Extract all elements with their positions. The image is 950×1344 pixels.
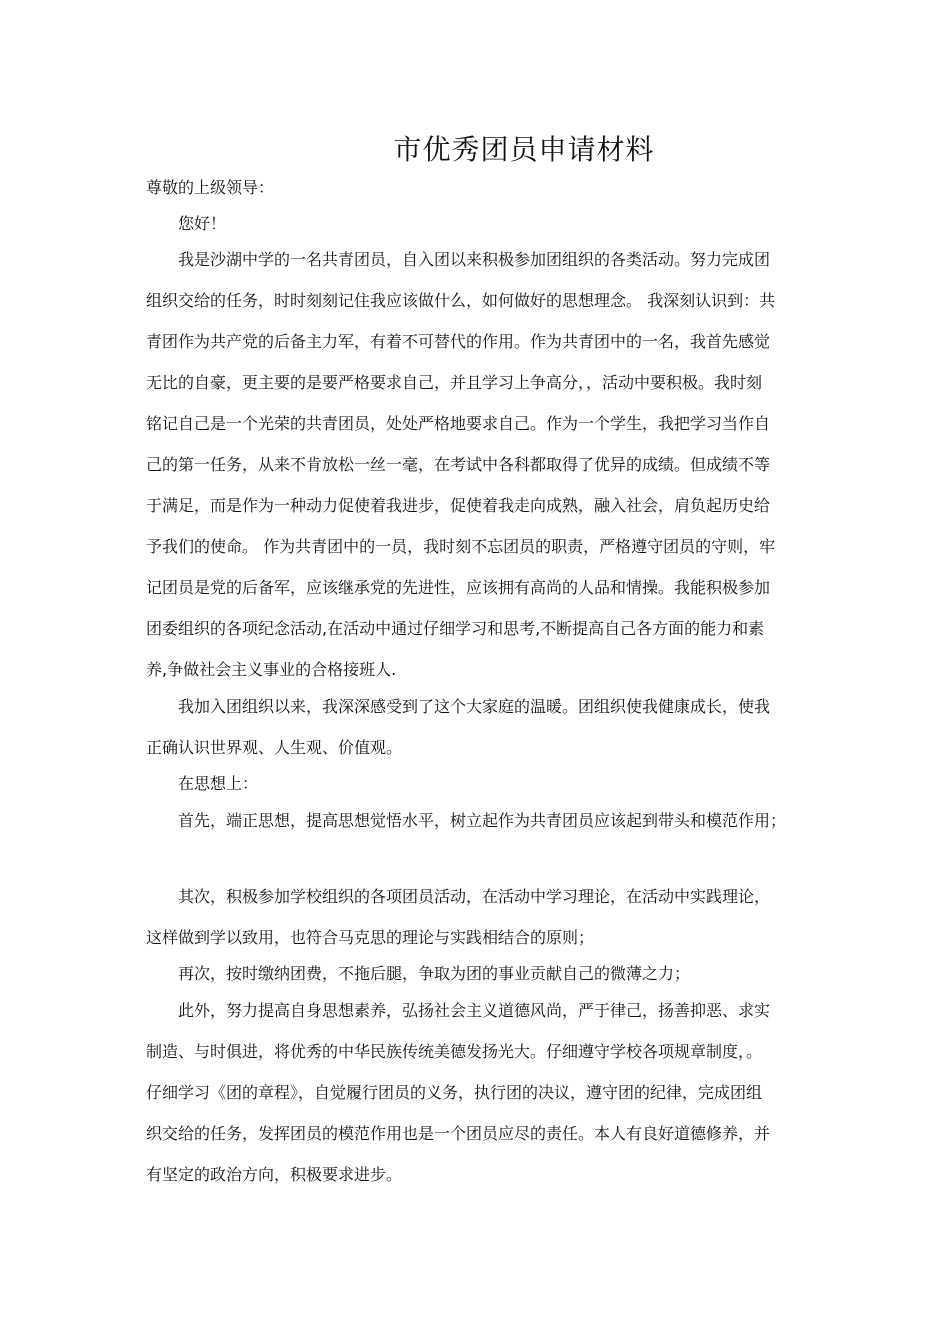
- salutation: 尊敬的上级领导：: [146, 178, 275, 197]
- paragraph-line: 于满足，而是作为一种动力促使着我进步，促使着我走向成熟，融入社会，肩负起历史给: [146, 496, 771, 515]
- fourth-point-line: 仔细学习《团的章程》，自觉履行团员的义务，执行团的决议，遵守团的纪律，完成团组: [146, 1083, 763, 1102]
- paragraph-line: 正确认识世界观、人生观、价值观。: [146, 738, 403, 757]
- first-point: 首先，端正思想，提高思想觉悟水平，树立起作为共青团员应该起到带头和模范作用；: [178, 811, 787, 830]
- paragraph-line: 青团作为共产党的后备主力军，有着不可替代的作用。作为共青团中的一名，我首先感觉: [146, 332, 771, 351]
- fourth-point-line: 制造、与时俱进，将优秀的中华民族传统美德发扬光大。仔细遵守学校各项规章制度，。: [146, 1042, 763, 1061]
- fourth-point-line: 有坚定的政治方向，积极要求进步。: [146, 1165, 403, 1184]
- paragraph-line: 养,争做社会主义事业的合格接班人.: [146, 660, 397, 679]
- section-heading: 在思想上：: [178, 774, 259, 793]
- paragraph-line: 铭记自己是一个光荣的共青团员，处处严格地要求自己。作为一个学生，我把学习当作自: [146, 414, 771, 433]
- paragraph-line: 无比的自豪，更主要的是要严格要求自己，并且学习上争高分，，活动中要积极。我时刻: [146, 373, 763, 392]
- paragraph-line: 己的第一任务，从来不肯放松一丝一毫，在考试中各科都取得了优异的成绩。但成绩不等: [146, 455, 771, 474]
- second-point-line: 其次，积极参加学校组织的各项团员活动，在活动中学习理论，在活动中实践理论，: [178, 887, 771, 906]
- paragraph-line: 我是沙湖中学的一名共青团员，自入团以来积极参加团组织的各类活动。努力完成团: [178, 250, 771, 269]
- document-title: 市优秀团员申请材料: [393, 133, 655, 166]
- third-point: 再次，按时缴纳团费，不拖后腿，争取为团的事业贡献自己的微薄之力；: [178, 964, 691, 983]
- greeting: 您好！: [178, 214, 227, 233]
- paragraph-line: 组织交给的任务，时时刻刻记住我应该做什么，如何做好的思想理念。 我深刻认识到：共: [146, 291, 776, 310]
- paragraph-line: 予我们的使命。 作为共青团中的一员，我时刻不忘团员的职责，严格遵守团员的守则，牢: [146, 537, 776, 556]
- fourth-point-line: 织交给的任务，发挥团员的模范作用也是一个团员应尽的责任。本人有良好道德修养，并: [146, 1124, 771, 1143]
- paragraph-line: 我加入团组织以来，我深深感受到了这个大家庭的温暖。团组织使我健康成长，使我: [178, 697, 771, 716]
- fourth-point-line: 此外，努力提高自身思想素养，弘扬社会主义道德风尚，严于律己，扬善抑恶、求实: [178, 1001, 771, 1020]
- paragraph-line: 团委组织的各项纪念活动,在活动中通过仔细学习和思考,不断提高自己各方面的能力和素: [146, 619, 765, 638]
- paragraph-line: 记团员是党的后备军，应该继承党的先进性，应该拥有高尚的人品和情操。我能积极参加: [146, 578, 771, 597]
- second-point-line: 这样做到学以致用，也符合马克思的理论与实践相结合的原则；: [146, 928, 595, 947]
